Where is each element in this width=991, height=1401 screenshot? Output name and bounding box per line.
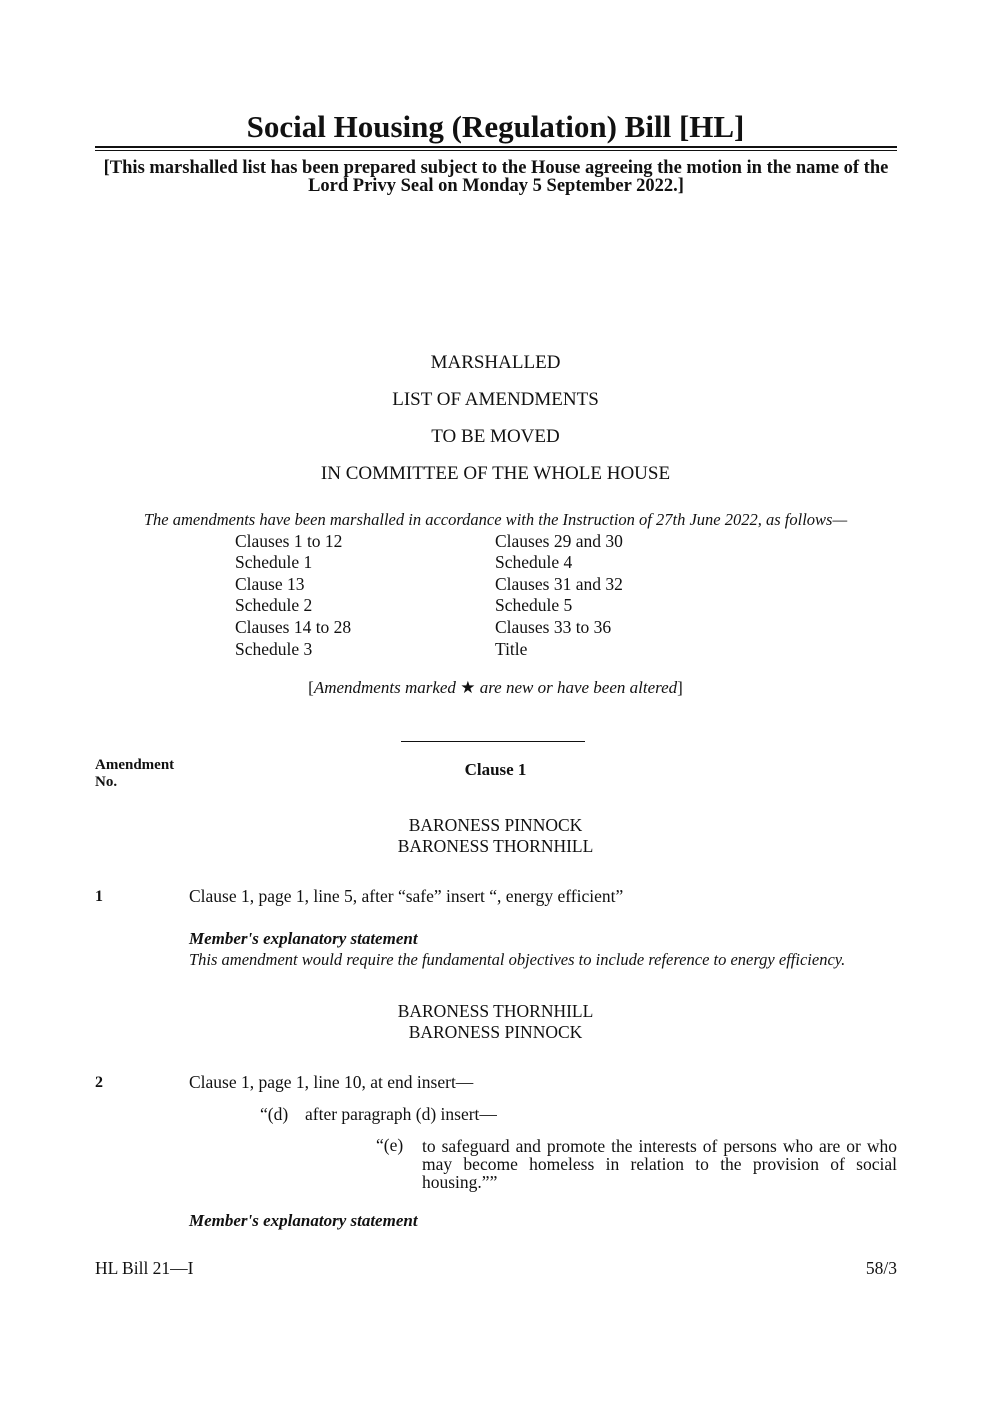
order-item: Schedule 4 xyxy=(495,552,573,572)
amendment-text: Clause 1, page 1, line 10, at end insert— xyxy=(189,1072,474,1092)
label-line: Amendment xyxy=(95,757,175,773)
heading-line-4: IN COMMITTEE OF THE WHOLE HOUSE xyxy=(320,463,671,484)
altered-note xyxy=(0,679,991,696)
heading-line-2: LIST OF AMENDMENTS xyxy=(392,389,599,410)
order-item: Clause 13 xyxy=(235,574,305,594)
note-text: are new or have been altered xyxy=(475,678,678,697)
title-rule-thin xyxy=(95,150,897,151)
bill-title: Social Housing (Regulation) Bill [HL] xyxy=(246,109,745,144)
statement-label: Member's explanatory statement xyxy=(189,929,418,948)
sponsor: BARONESS PINNOCK xyxy=(408,1022,583,1042)
bracket: ] xyxy=(677,678,683,697)
sub-paragraph-text: to safeguard and promote the interests of persons who are or who may become homeless in relation to the provision of social housing.”” xyxy=(422,1136,897,1192)
clause-heading: Clause 1 xyxy=(464,760,527,779)
order-item: Schedule 2 xyxy=(235,595,313,615)
order-item: Schedule 1 xyxy=(235,552,313,572)
section-rule xyxy=(401,741,585,742)
statement-label: Member's explanatory statement xyxy=(189,1211,418,1230)
amendment-text: Clause 1, page 1, line 5, after “safe” insert “, energy efficient” xyxy=(189,886,624,906)
amendment-number: 1 xyxy=(95,888,103,905)
sub-paragraph-text: after paragraph (d) insert— xyxy=(305,1104,497,1124)
star-icon: ★ xyxy=(460,678,476,697)
amendment-number: 2 xyxy=(95,1074,103,1091)
order-item: Clauses 33 to 36 xyxy=(495,617,612,637)
order-item: Clauses 29 and 30 xyxy=(495,531,623,551)
footer-bill-ref: HL Bill 21—I xyxy=(95,1258,194,1278)
sub-paragraph-label: “(d) xyxy=(260,1104,289,1124)
order-item: Clauses 31 and 32 xyxy=(495,574,623,594)
sponsor: BARONESS THORNHILL xyxy=(397,836,594,856)
sub-paragraph-label: “(e) xyxy=(376,1135,404,1155)
order-item: Clauses 14 to 28 xyxy=(235,617,352,637)
order-item: Schedule 3 xyxy=(235,639,313,659)
statement-text: This amendment would require the fundamental objectives to include reference to energy efficiency. xyxy=(189,950,846,969)
sponsor: BARONESS THORNHILL xyxy=(397,1001,594,1021)
order-item: Clauses 1 to 12 xyxy=(235,531,343,551)
bracket: [ xyxy=(308,678,314,697)
heading-line-1: MARSHALLED xyxy=(430,352,561,373)
label-line: No. xyxy=(95,774,118,790)
sponsor: BARONESS PINNOCK xyxy=(408,815,583,835)
order-item: Title xyxy=(495,639,528,659)
marshalling-intro: The amendments have been marshalled in accordance with the Instruction of 27th June 2022, as follows— xyxy=(143,510,848,529)
note-text: Amendments marked xyxy=(313,678,461,697)
footer-page-ref: 58/3 xyxy=(865,1258,897,1278)
subtitle-note: [This marshalled list has been prepared subject to the House agreeing the motion in the name of the Lord Privy Seal on Monday 5 September 2022.] xyxy=(103,158,889,196)
title-rule xyxy=(95,146,897,148)
order-item: Schedule 5 xyxy=(495,595,573,615)
heading-line-3: TO BE MOVED xyxy=(431,426,560,447)
